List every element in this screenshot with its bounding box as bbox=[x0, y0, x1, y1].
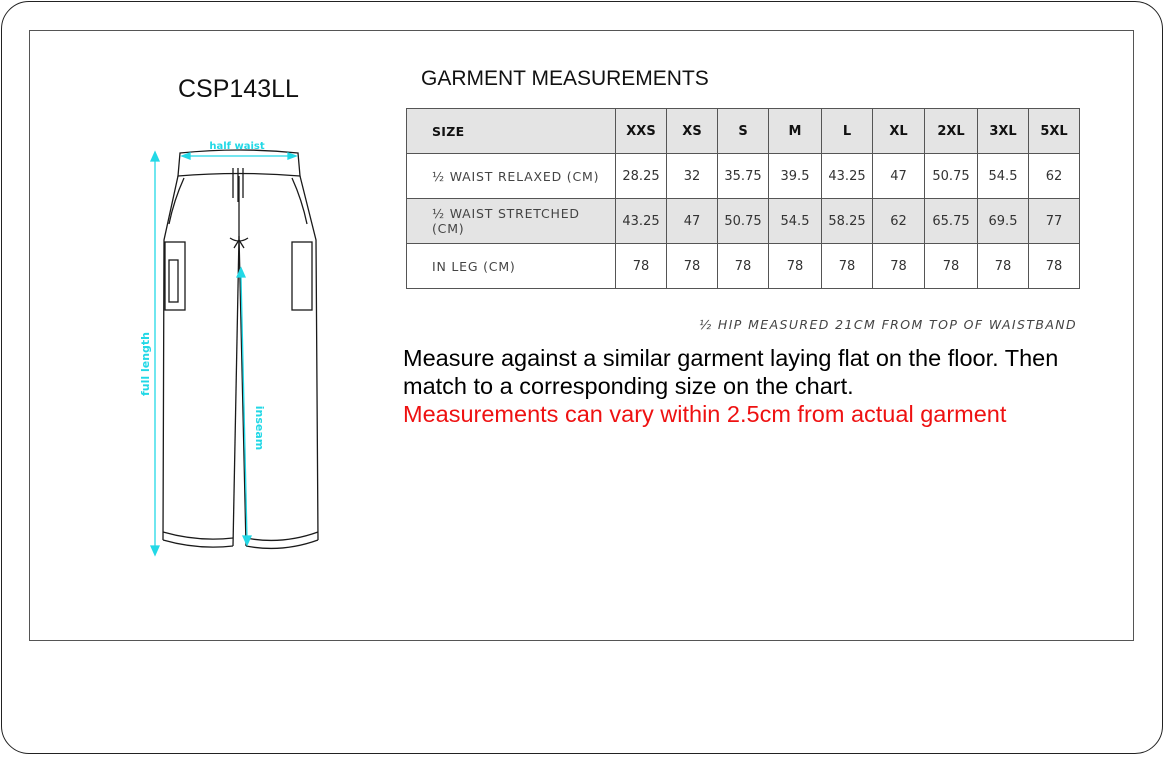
table-cell: 78 bbox=[718, 244, 769, 289]
table-cell: 50.75 bbox=[925, 154, 978, 199]
table-row bbox=[407, 244, 1080, 289]
header-size-label: SIZE bbox=[407, 109, 616, 154]
size-header: XS bbox=[667, 109, 718, 154]
size-header: 2XL bbox=[925, 109, 978, 154]
table-cell: 62 bbox=[873, 199, 925, 244]
table-cell: 78 bbox=[769, 244, 822, 289]
table-cell: 54.5 bbox=[978, 154, 1029, 199]
table-cell: 28.25 bbox=[616, 154, 667, 199]
measure-instruction: Measure against a similar garment laying flat on the floor. Then match to a corresponding size on the chart. bbox=[403, 345, 1059, 399]
table-cell: 78 bbox=[616, 244, 667, 289]
table-row bbox=[407, 199, 1080, 244]
size-header: XL bbox=[873, 109, 925, 154]
table-header-row bbox=[407, 109, 1080, 154]
product-code: CSP143LL bbox=[178, 75, 299, 103]
size-header: M bbox=[769, 109, 822, 154]
table-cell: 50.75 bbox=[718, 199, 769, 244]
table-cell: 39.5 bbox=[769, 154, 822, 199]
table-cell: 47 bbox=[873, 154, 925, 199]
size-table bbox=[406, 108, 1080, 289]
size-header: 3XL bbox=[978, 109, 1029, 154]
table-cell: 47 bbox=[667, 199, 718, 244]
table-cell: 35.75 bbox=[718, 154, 769, 199]
table-cell: 69.5 bbox=[978, 199, 1029, 244]
table-cell: 78 bbox=[1029, 244, 1080, 289]
size-header: S bbox=[718, 109, 769, 154]
row-label: IN LEG (CM) bbox=[407, 244, 616, 289]
pants-diagram bbox=[130, 135, 330, 565]
table-cell: 65.75 bbox=[925, 199, 978, 244]
table-cell: 78 bbox=[667, 244, 718, 289]
full-length-label: full length bbox=[139, 331, 152, 397]
size-header: 5XL bbox=[1029, 109, 1080, 154]
dimension-arrows bbox=[151, 152, 296, 555]
half-waist-label: half waist bbox=[209, 141, 265, 152]
table-cell: 54.5 bbox=[769, 199, 822, 244]
table-cell: 32 bbox=[667, 154, 718, 199]
table-cell: 78 bbox=[925, 244, 978, 289]
table-cell: 62 bbox=[1029, 154, 1080, 199]
table-title: GARMENT MEASUREMENTS bbox=[421, 67, 709, 90]
table-cell: 43.25 bbox=[616, 199, 667, 244]
table-cell: 58.25 bbox=[822, 199, 873, 244]
table-row bbox=[407, 154, 1080, 199]
size-header: XXS bbox=[616, 109, 667, 154]
measure-warning: Measurements can vary within 2.5cm from actual garment bbox=[403, 401, 1007, 427]
hip-note: ½ HIP MEASURED 21CM FROM TOP OF WAISTBAND bbox=[699, 317, 1078, 332]
table-cell: 78 bbox=[822, 244, 873, 289]
row-label: ½ WAIST STRETCHED (CM) bbox=[407, 199, 616, 244]
table-cell: 78 bbox=[873, 244, 925, 289]
inseam-label: inseam bbox=[253, 405, 266, 451]
size-header: L bbox=[822, 109, 873, 154]
table-cell: 43.25 bbox=[822, 154, 873, 199]
pants-outline bbox=[163, 150, 318, 548]
table-cell: 77 bbox=[1029, 199, 1080, 244]
row-label: ½ WAIST RELAXED (CM) bbox=[407, 154, 616, 199]
table-cell: 78 bbox=[978, 244, 1029, 289]
